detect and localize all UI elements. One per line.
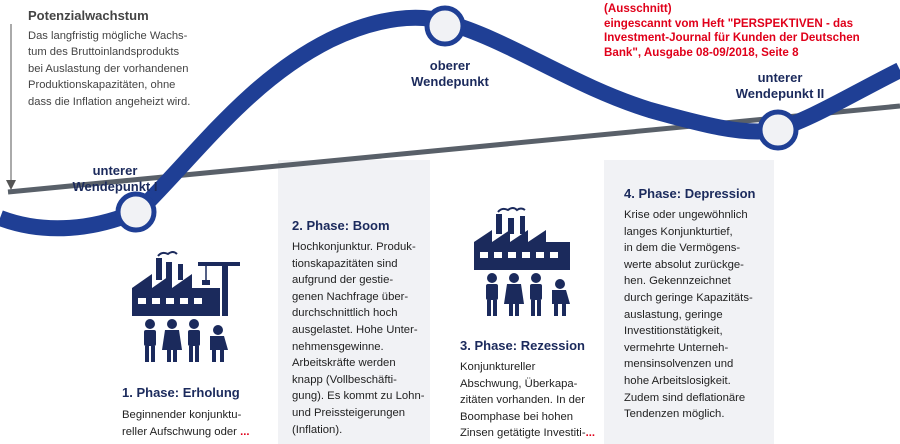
phase-3-ellipsis: ...	[585, 427, 596, 440]
turning-point-upper-marker	[427, 8, 463, 44]
factory-crane-icon	[132, 250, 242, 316]
phase-2	[292, 218, 432, 438]
turning-point-lower-2-marker	[760, 112, 796, 148]
potenzial-description: Das langfristig mögliche Wachs- tum des Bruttoinlandsprodukts bei Auslastung der vorhandenen Produktionskapazitäten, ohne dass die Inflation angeheizt wird.	[28, 30, 191, 108]
phase-4-text: Krise oder ungewöhnlich langes Konjunkturtief, in dem die Vermögens- werte absolut zurückge- hen. Gekennzeichnet durch geringe Kapazitäts- auslastung, geringe Investitionstätigkeit, vermehrte Unterneh- mensinsolvenzen und hohe Arbeitslosigkeit. Zudem sind deflationäre Tendenzen möglich.	[624, 209, 753, 421]
phase-4-title: 4. Phase: Depression	[624, 186, 756, 201]
phase-2-text: Hochkonjunktur. Produk- tionskapazitäten sind aufgrund der gestie- genen Nachfrage über- durchschnittlich hoch ausgelastet. Hohe Unter- nehmensgewinne. Arbeitskräfte werden knapp (Vollbeschäfti- gung). Es kommt zu Lohn- und Preissteigerungen (Inflation).	[292, 241, 425, 436]
phase-3-text: Konjunktureller Abschwung, Überkapa- zitäten vorhanden. In der Boomphase bei hohen Zinsen getätigte Investiti-...	[460, 361, 596, 440]
phase-2-title: 2. Phase: Boom	[292, 218, 390, 233]
phase-1-ellipsis: ...	[240, 425, 250, 438]
turning-point-lower-2-label: unterer Wendepunkt II	[735, 70, 825, 101]
phase-1-text: Beginnender konjunktu- reller Aufschwung oder ...	[122, 409, 250, 438]
arrow-down-icon	[6, 180, 16, 190]
factory-icon	[474, 206, 574, 270]
turning-point-lower-1-label: unterer Wendepunkt I	[72, 163, 158, 194]
phase-1	[122, 385, 282, 440]
turning-point-upper-label: oberer Wendepunkt	[411, 58, 489, 89]
phase-1-title: 1. Phase: Erholung	[122, 385, 240, 400]
workers-icon	[482, 272, 576, 318]
phase-4	[624, 186, 784, 423]
turning-point-lower-1-marker	[118, 194, 154, 230]
phase-3-title: 3. Phase: Rezession	[460, 338, 585, 353]
phase-3	[460, 338, 610, 442]
potenzial-title: Potenzialwachstum	[28, 8, 149, 23]
source-note: (Ausschnitt) eingescannt vom Heft "PERSPEKTIVEN - das Investment-Journal für Kunden der Deutschen Bank", Ausgabe 08-09/2018, Seite 8	[604, 2, 860, 59]
workers-icon	[140, 318, 234, 364]
